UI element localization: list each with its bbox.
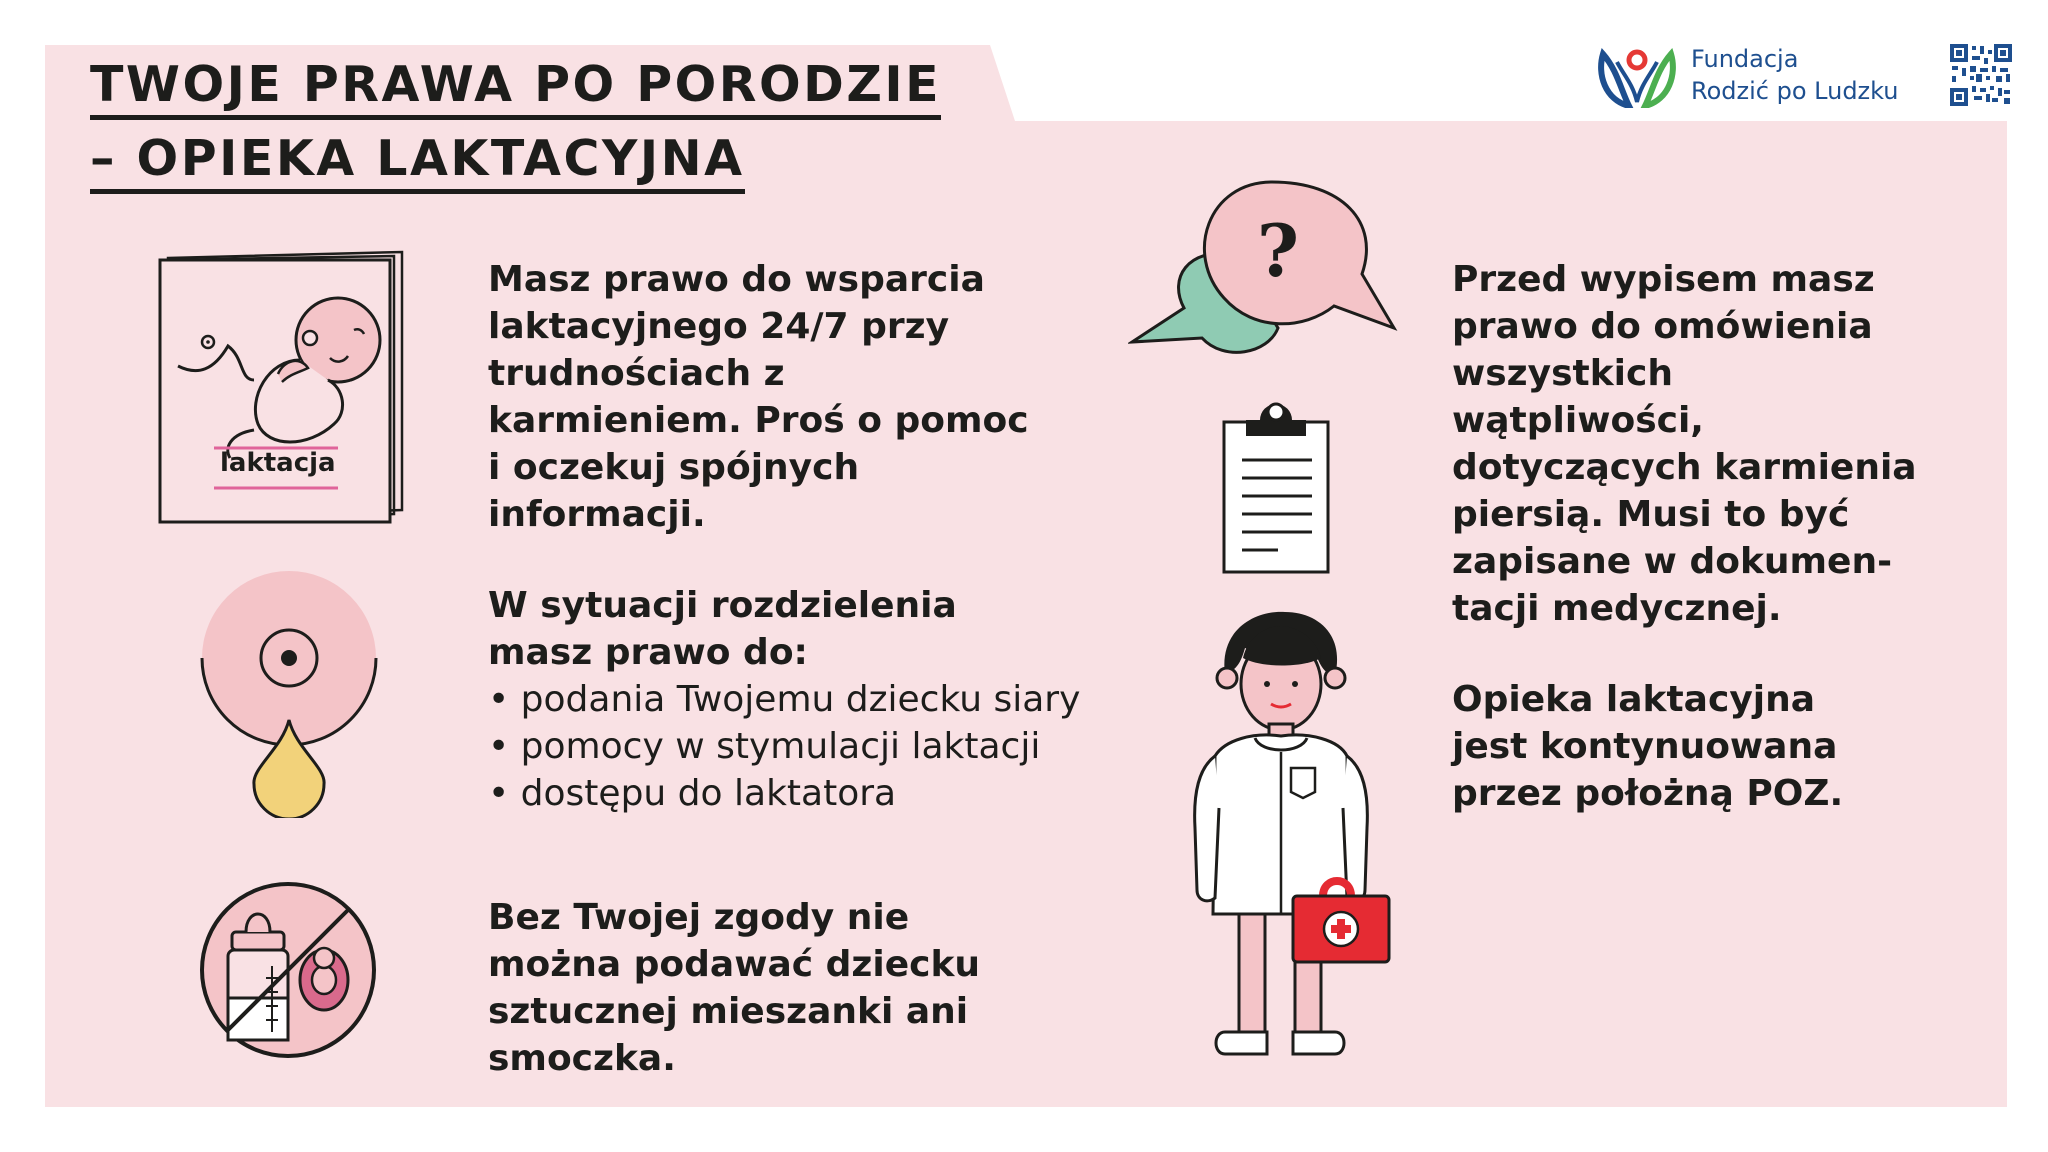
booklet-label: laktacja [220, 448, 336, 478]
brand-name [1691, 44, 1899, 107]
clipboard-icon [1220, 398, 1332, 576]
discharge-text: Przed wypisem masz prawo do omówienia wszystkich wątpliwości, dotyczących karmienia piersią. Musi to być zapisane w dokumen-tacji medycznej. [1452, 259, 1917, 629]
no-bottle-pacifier-icon [198, 880, 378, 1060]
breast-milk-drop-icon [200, 570, 378, 818]
separation-block [488, 582, 1128, 817]
separation-heading: W sytuacji rozdzielenia masz prawo do: [488, 585, 957, 673]
brand-logo[interactable] [1595, 42, 1899, 110]
brand-line-1: Fundacja [1691, 45, 1799, 74]
midwife-icon [1185, 608, 1395, 1070]
separation-bullet-3: • dostępu do laktatora [488, 773, 897, 814]
page-title [90, 56, 942, 194]
foundation-logo-icon [1595, 44, 1679, 108]
question-speech-bubble-icon [1128, 178, 1402, 370]
title-line-2: – OPIEKA LAKTACYJNA [90, 134, 745, 194]
continuation-text: Opieka laktacyjna jest kontynuowana przez położną POZ. [1452, 679, 1844, 814]
brand-line-2: Rodzić po Ludzku [1691, 77, 1899, 105]
title-line-1: TWOJE PRAWA PO PORODZIE [90, 60, 941, 120]
qr-code-icon[interactable] [1950, 44, 2012, 106]
consent-text: Bez Twojej zgody nie można podawać dziecku sztucznej mieszanki ani smoczka. [488, 897, 981, 1079]
separation-bullet-1: • podania Twojemu dziecku siary [488, 679, 1081, 720]
breastfeeding-booklet-icon [158, 248, 420, 528]
support-text: Masz prawo do wsparcia laktacyjnego 24/7 przy trudnościach z karmieniem. Proś o pomoc i oczekuj spójnych informacji. [488, 259, 1029, 535]
svg-text:?: ? [1256, 208, 1300, 293]
separation-bullet-2: • pomocy w stymulacji laktacji [488, 726, 1041, 767]
